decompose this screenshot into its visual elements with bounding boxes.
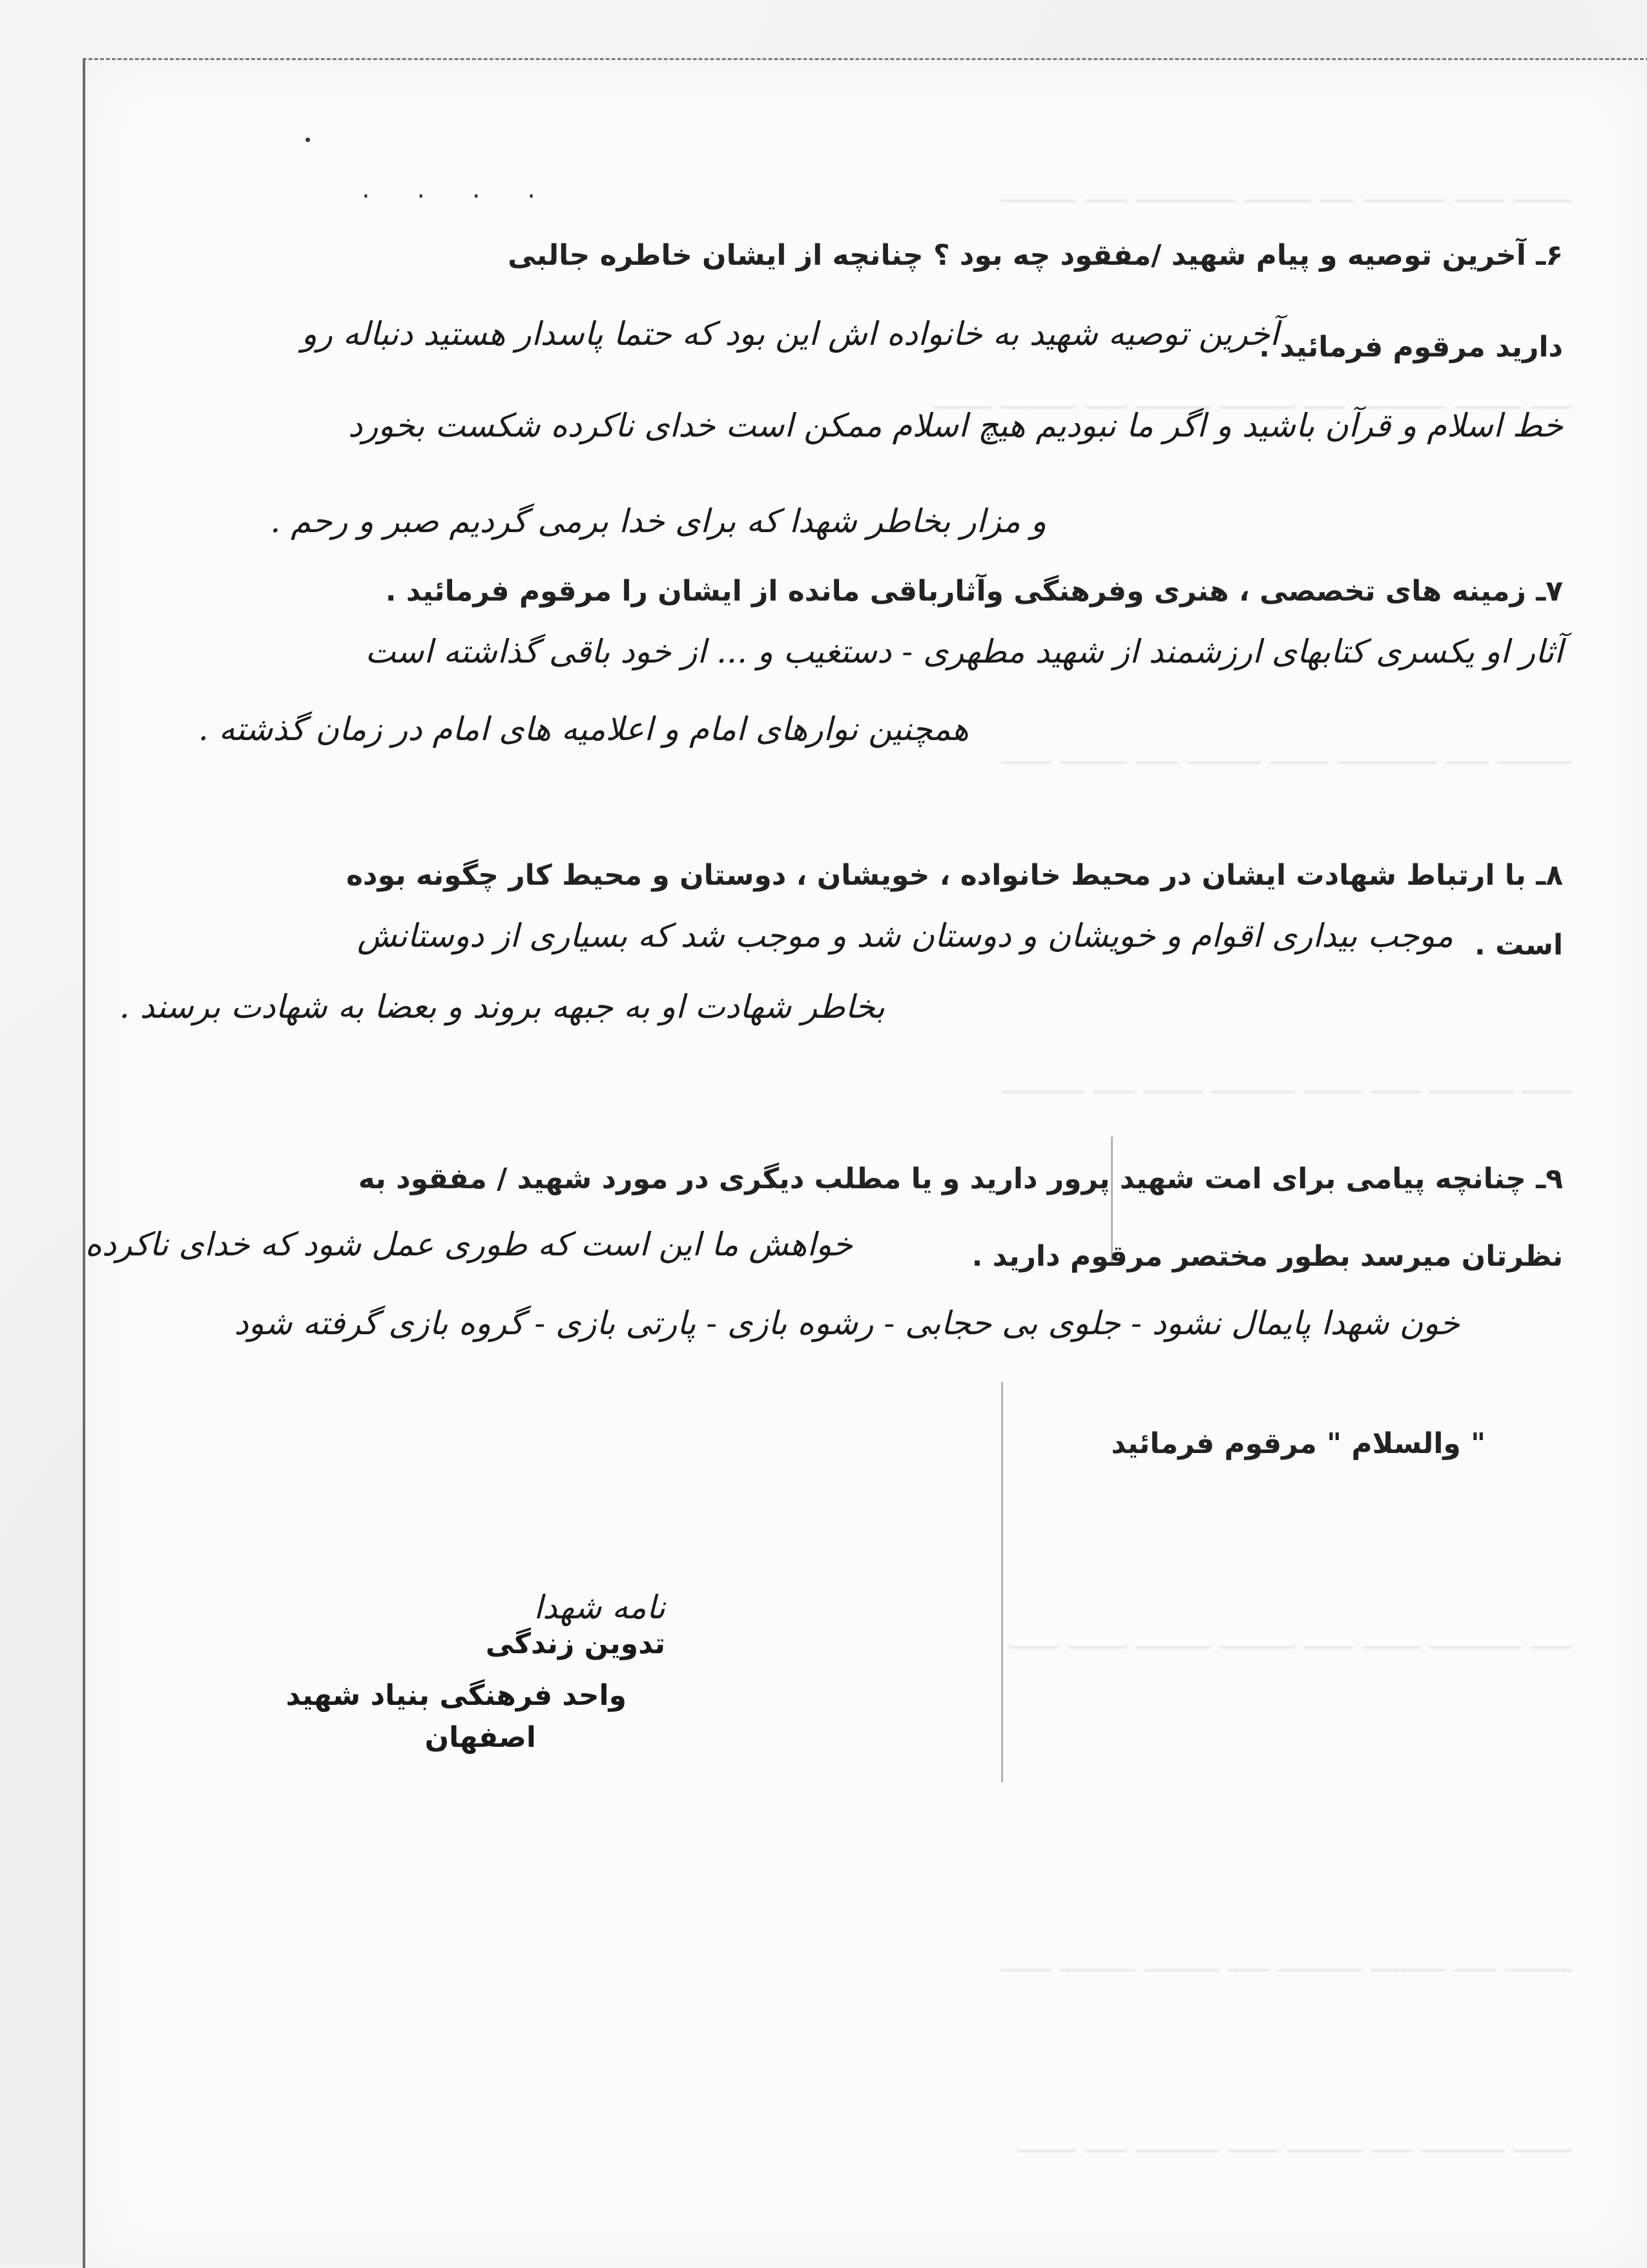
bleed-through-line: ـــــــ ــــــ ــــــــــ ــــ ــــــــ ــــــــــــ ـــــ ـــــــــ — [1000, 176, 1572, 209]
q8-question-line-2: است . — [1475, 929, 1563, 962]
footer-typed-line-2: واحد فرهنگی بنیاد شهید — [285, 1679, 627, 1712]
bleed-through-line: ـــــــ ــــــــــ ـــــ ـــــــــ ــــــ ــــــــــ ـــــ ـــــــ — [1017, 2127, 1572, 2160]
bleed-line — [1001, 1382, 1003, 1782]
q8-answer-line-2: بخاطر شهادت او به جبهه بروند و بعضا به شهادت برسند . — [119, 988, 885, 1026]
bleed-through-line: ـــــ ــــــــ ـــــــــــ ـــــ ـــــــــ ـــــــــ ـــــ ـــــــــ ـــــــ — [933, 383, 1572, 416]
q9-answer-line-1: خواهش ما این است که طوری عمل شود که خدای ناکرده — [85, 1226, 853, 1263]
q6-answer-line-1: آخرین توصیه شهید به خانواده اش این بود که حتما پاسدار هستید دنباله رو — [301, 315, 1279, 353]
bleed-through-line: ــــــ ــــــــــ ــــــ ـــــــ ــــــــــ ـــــــ ـــــ ــــــــــ — [1000, 1067, 1572, 1100]
top-dots: . . . . — [362, 174, 555, 204]
q7-answer-line-1: آثار او یکسری کتابهای ارزشمند از شهید مطهری - دستغیب و ... از خود باقی گذاشته است — [365, 633, 1563, 670]
bleed-through-line: ـــــــــ ـــــ ــــــــــــ ـــــــ ـــــــــ ـــــ ــــــــ ــــــ — [1000, 738, 1572, 771]
q7-question-line-1: ۷ـ زمینه های تخصصی ، هنری وفرهنگی وآثارباقی مانده از ایشان را مرقوم فرمائید . — [385, 575, 1563, 608]
q6-answer-line-3: و مزار بخاطر شهدا که برای خدا برمی گردیم صبر و رحم . — [270, 502, 1046, 540]
q9-question-line-2: نظرتان میرسد بطور مختصر مرقوم دارید . — [971, 1240, 1563, 1273]
q8-answer-line-1: موجب بیداری اقوام و خویشان و دوستان شد و موجب شد که بسیاری از دوستانش — [357, 917, 1453, 954]
footer-hand-title: نامه شهدا — [533, 1589, 665, 1626]
q6-answer-line-2: خط اسلام و قرآن باشید و اگر ما نبودیم هیچ اسلام ممکن است خدای ناکرده شکست بخورد — [348, 407, 1563, 444]
bleed-through-line: ـــــ ـــــــــــ ـــــــ ــــــ ـــــــــ ـــــــــ ـــــــ ــــــ — [1009, 1623, 1572, 1656]
ink-speck — [306, 138, 310, 142]
q9-answer-line-2: خون شهدا پایمال نشود - جلوی بی حجابی - رشوه بازی - پارتی بازی - گروه بازی گرفته شود — [234, 1304, 1460, 1342]
q7-answer-line-2: همچنین نوارهای امام و اعلامیه های امام در زمان گذشته . — [198, 710, 969, 748]
q8-question-line-1: ۸ـ با ارتباط شهادت ایشان در محیط خانواده ، خویشان ، دوستان و محیط کار چگونه بوده — [346, 859, 1563, 892]
footer-typed-line-1: تدوین زندگی — [485, 1627, 665, 1660]
q9-question-line-1: ۹ـ چنانچه پیامی برای امت شهید پرور دارید و یا مطلب دیگری در مورد شهید / مفقود به — [358, 1162, 1563, 1195]
q6-question-line-2: دارید مرقوم فرمائید . — [1259, 331, 1563, 364]
footer-typed-line-3: اصفهان — [424, 1721, 536, 1754]
q6-question-line-1: ۶ـ آخرین توصیه و پیام شهید /مفقود چه بود ؟ چنانچه از ایشان خاطره جالبی — [508, 239, 1563, 272]
bleed-through-line: ــــــــ ـــــ ـــــــــ ــــــــــ ـــــ ـــــــــ ـــــــــ ــــــ — [1000, 1946, 1572, 1979]
closing-line: " والسلام " مرقوم فرمائید — [1111, 1427, 1486, 1460]
